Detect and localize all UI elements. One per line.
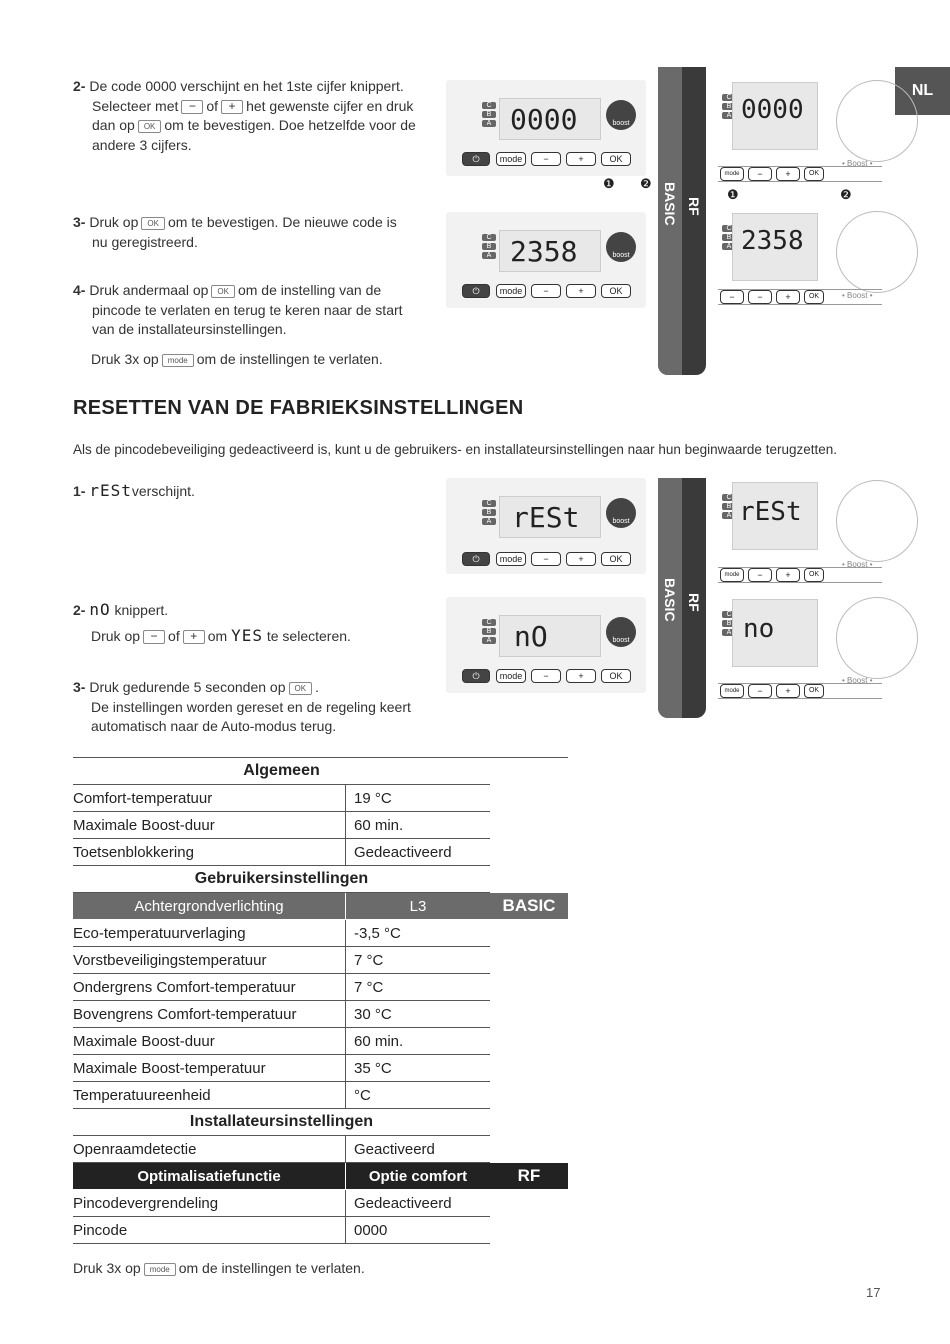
table-row: Temperatuureenheid °C: [73, 1082, 568, 1109]
ok-button: OK: [804, 290, 824, 304]
minus-button: −: [531, 669, 561, 683]
plus-button: +: [566, 669, 596, 683]
table-row-highlight: Optimalisatiefunctie Optie comfort RF: [73, 1163, 568, 1190]
boost-button-icon: boost: [606, 100, 636, 130]
minus-button: −: [748, 290, 772, 304]
boost-button-icon: boost: [606, 498, 636, 528]
ok-key-icon: OK: [289, 682, 313, 695]
table-row: Bovengrens Comfort-temperatuur 30 °C: [73, 1001, 568, 1028]
lcd-display: 2358: [732, 213, 818, 281]
lcd-display: nO: [499, 615, 601, 657]
lcd-display: rESt: [499, 496, 601, 538]
rf-device-panel-4: C B A no mode − + OK • Boost •: [718, 597, 882, 697]
plus-key-icon: +: [221, 100, 243, 114]
page-number: 17: [866, 1285, 881, 1300]
plus-button: +: [566, 152, 596, 166]
lcd-display: no: [732, 599, 818, 667]
power-button-icon: ⏻: [462, 669, 490, 683]
rf-device-panel-3: C B A rESt mode − + OK • Boost •: [718, 480, 882, 580]
ok-button: OK: [804, 568, 824, 582]
dial-icon: [836, 80, 918, 162]
boost-button-icon: boost: [606, 232, 636, 262]
ok-button: OK: [804, 684, 824, 698]
lcd-display: 2358: [499, 230, 601, 272]
plus-button: +: [566, 284, 596, 298]
step-2: 2- De code 0000 verschijnt en het 1ste cijfer knippert. Selecteer met − of + het gewenste cijfer en druk dan op OK om te bevestigen. Doe hetzelfde voor de andere 3 cijfers.: [73, 78, 416, 153]
exit-note-bottom: Druk 3x op mode om de instellingen te verlaten.: [73, 1260, 365, 1276]
rf-device-panel-2: C B A 2358 − − + OK • Boost •: [718, 211, 882, 311]
exit-note-top: Druk 3x op mode om de instellingen te verlaten.: [91, 351, 383, 367]
mode-button: mode: [496, 669, 526, 683]
plus-button: +: [776, 684, 800, 698]
plus-button: +: [776, 167, 800, 181]
table-row: Vorstbeveiligingstemperatuur 7 °C: [73, 947, 568, 974]
mode-button: mode: [720, 684, 744, 698]
ok-button: OK: [601, 152, 631, 166]
minus-button: −: [531, 552, 561, 566]
table-row: Pincode 0000: [73, 1217, 568, 1244]
ok-button: OK: [601, 552, 631, 566]
minus-button: −: [748, 167, 772, 181]
mode-button: mode: [496, 152, 526, 166]
mode-key-icon: mode: [144, 1263, 176, 1276]
boost-button-icon: boost: [606, 617, 636, 647]
mode-button: mode: [496, 552, 526, 566]
table-row: Maximale Boost-temperatuur 35 °C: [73, 1055, 568, 1082]
lcd-display: 0000: [499, 98, 601, 140]
mode-button: mode: [496, 284, 526, 298]
step-3: 3- Druk op OK om te bevestigen. De nieuwe code is nu geregistreerd.: [73, 214, 397, 250]
dial-icon: [836, 480, 918, 562]
power-button-icon: ⏻: [462, 152, 490, 166]
reset-step-1: 1- rEStverschijnt.: [73, 481, 195, 500]
dial-icon: [836, 211, 918, 293]
table-row: Ondergrens Comfort-temperatuur 7 °C: [73, 974, 568, 1001]
ok-button: OK: [601, 669, 631, 683]
table-row: Maximale Boost-duur 60 min.: [73, 1028, 568, 1055]
plus-button: +: [776, 568, 800, 582]
mode-button: mode: [720, 568, 744, 582]
reset-step-2: 2- nO knippert. Druk op − of + om YES te selecteren.: [73, 600, 351, 645]
power-button-icon: ⏻: [462, 284, 490, 298]
minus-button: −: [531, 152, 561, 166]
table-row: Pincodevergrendeling Gedeactiveerd: [73, 1190, 568, 1217]
basic-device-panel-4: C B A nO boost ⏻ mode − + OK: [446, 597, 646, 693]
table-row: Eco-temperatuurverlaging -3,5 °C: [73, 920, 568, 947]
basic-device-panel-2: C B A 2358 boost ⏻ mode − + OK: [446, 212, 646, 308]
ok-button: OK: [804, 167, 824, 181]
basic-badge: BASIC: [490, 893, 568, 920]
minus-button: −: [720, 290, 744, 304]
minus-button: −: [748, 568, 772, 582]
basic-device-panel-3: C B A rESt boost ⏻ mode − + OK: [446, 478, 646, 574]
rf-badge: RF: [490, 1163, 568, 1190]
basic-rf-tab-2: BASIC RF: [658, 478, 706, 718]
table-row: Toetsenblokkering Gedeactiveerd: [73, 839, 568, 866]
lcd-display: rESt: [732, 482, 818, 550]
settings-table: [73, 757, 568, 1244]
ok-button: OK: [601, 284, 631, 298]
minus-button: −: [531, 284, 561, 298]
minus-key-icon: −: [181, 100, 203, 114]
minus-key-icon: −: [143, 630, 165, 644]
language-tab: NL: [895, 67, 950, 115]
plus-button: +: [566, 552, 596, 566]
ok-key-icon: OK: [138, 120, 162, 133]
minus-button: −: [748, 684, 772, 698]
mode-button: mode: [720, 167, 744, 181]
plus-button: +: [776, 290, 800, 304]
reset-step-3: 3- Druk gedurende 5 seconden op OK . De instellingen worden gereset en de regeling keert automatisch naar de Auto-modus terug.: [73, 679, 411, 734]
rf-device-panel-1: C B A 0000 mode − + OK • Boost •: [718, 80, 882, 180]
lcd-display: 0000: [732, 82, 818, 150]
step-number: 2-: [73, 78, 86, 94]
table-section-header: Gebruikersinstellingen: [73, 866, 490, 893]
table-row: Maximale Boost-duur 60 min.: [73, 812, 568, 839]
plus-key-icon: +: [183, 630, 205, 644]
callout-1: ❶: [603, 176, 615, 191]
section-intro: Als de pincodebeveiliging gedeactiveerd is, kunt u de gebruikers- en installateursinstellingen naar hun beginwaarde terugzetten.: [73, 442, 837, 457]
ok-key-icon: OK: [211, 285, 235, 298]
ok-key-icon: OK: [141, 217, 165, 230]
section-title: RESETTEN VAN DE FABRIEKSINSTELLINGEN: [73, 397, 524, 419]
step-4: 4- Druk andermaal op OK om de instelling van de pincode te verlaten en terug te keren naar de start van de installateursinstellingen.: [73, 282, 403, 337]
callout-2: ❷: [640, 176, 652, 191]
table-section-header: Algemeen: [73, 758, 490, 785]
table-row: Comfort-temperatuur 19 °C: [73, 785, 568, 812]
mode-key-icon: mode: [162, 354, 194, 367]
table-row: Openraamdetectie Geactiveerd: [73, 1136, 568, 1163]
basic-device-panel-1: C B A 0000 boost ⏻ mode − + OK: [446, 80, 646, 176]
dial-icon: [836, 597, 918, 679]
table-section-header: Installateursinstellingen: [73, 1109, 490, 1136]
table-row-highlight: Achtergrondverlichting L3 BASIC: [73, 893, 568, 920]
power-button-icon: ⏻: [462, 552, 490, 566]
basic-rf-tab: BASIC RF: [658, 67, 706, 375]
